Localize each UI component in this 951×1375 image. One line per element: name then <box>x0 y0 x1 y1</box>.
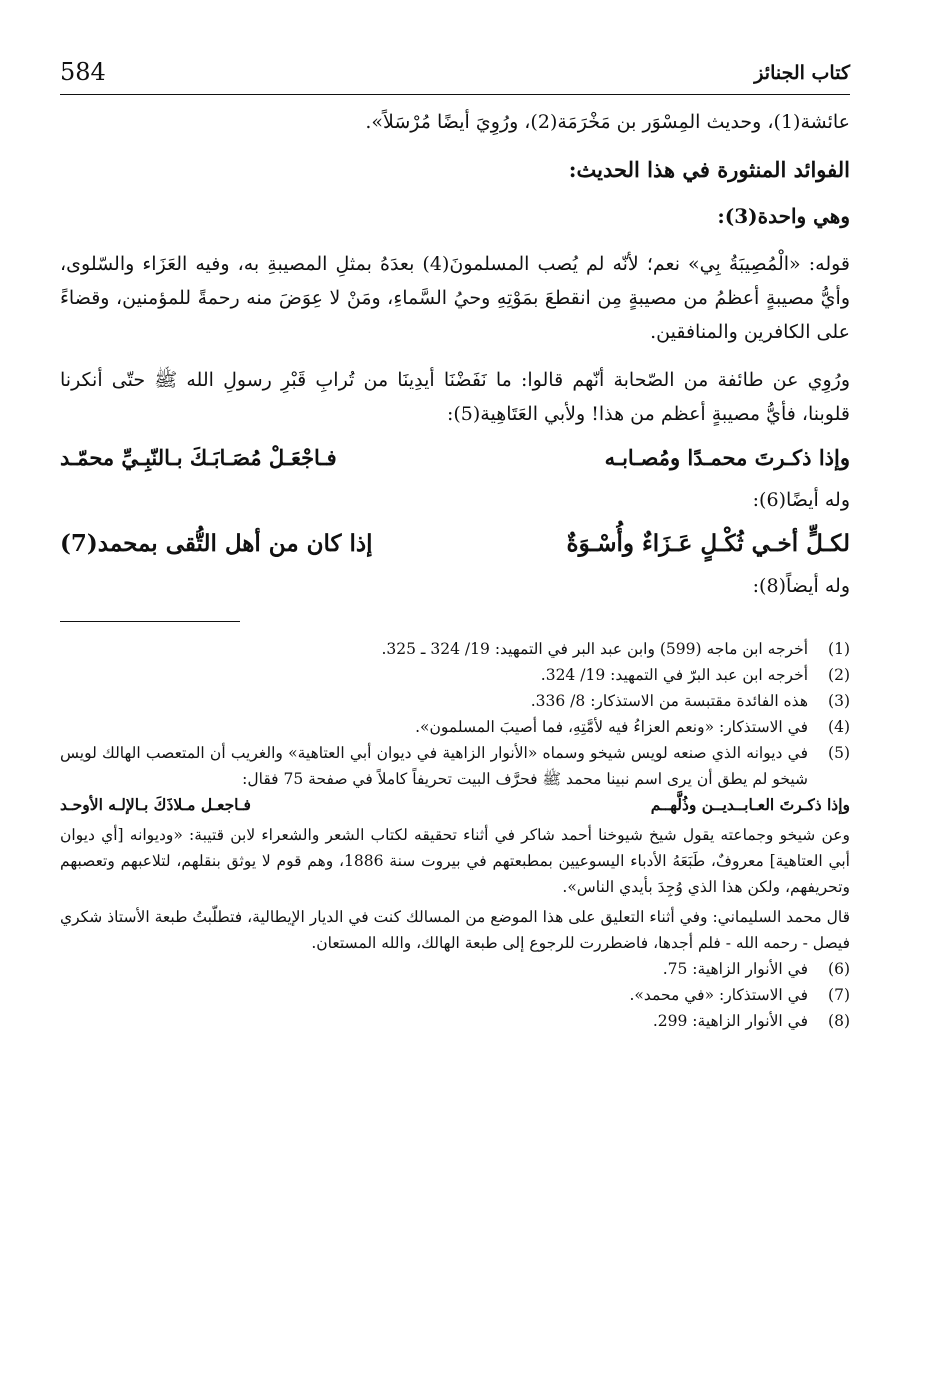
page-header <box>60 58 850 95</box>
footnote-text: أخرجه ابن عبد البرّ في التمهيد: 19/ 324. <box>540 666 808 684</box>
book-page <box>60 58 850 1034</box>
footnote-number: (2) <box>828 666 850 684</box>
verse-hemistich: إذا كان من أهل التُّقى بمحمد(7) <box>60 530 373 557</box>
section-subheading: وهي واحدة(3): <box>717 204 850 228</box>
section-heading: الفوائد المنثورة في هذا الحديث: <box>568 157 850 182</box>
verse-intro: وله أيضًا(6): <box>752 489 850 511</box>
footnote-number: (3) <box>828 692 850 710</box>
footnote-text: في الأنوار الزاهية: 75. <box>662 960 808 978</box>
footnote-continuation: قال محمد السليماني: وفي أثناء التعليق على هذا الموضع من المسالك كنت في الديار الإيطالية، فتطلّبتُ طبعة الأستاذ شكري فيصل - رحمه الله - فلم أجدها، فاضطررت للرجوع إلى طبعة الهالك، والله المستعان. <box>60 908 850 952</box>
footnote-text: هذه الفائدة مقتبسة من الاستذكار: 8/ 336. <box>530 692 808 710</box>
footnote-number: (6) <box>828 960 850 978</box>
verse-hemistich: لكـلٍّ أخـي ثُكْـلٍ عَـزَاءٌ وأُسْـوَةٌ <box>566 530 850 557</box>
poem-verse <box>60 441 850 475</box>
footnote <box>60 1008 850 1034</box>
footnote-text: في الأنوار الزاهية: 299. <box>652 1012 808 1030</box>
running-title: كتاب الجنائز <box>754 62 850 84</box>
verse-hemistich: فـاجعـل مـلاذَكَ بـالإلـه الأوحـد <box>60 795 251 814</box>
verse-hemistich: وإذا ذكـرتَ محمـدًا ومُصـابـه <box>604 445 850 470</box>
footnote-text: أخرجه ابن ماجه (599) وابن عبد البر في التمهيد: 19/ 324 ـ 325. <box>381 640 808 658</box>
footnote-number: (8) <box>828 1012 850 1030</box>
footnote-text: في ديوانه الذي صنعه لويس شيخو وسماه «الأنوار الزاهية في ديوان أبي العتاهية» والغريب أن المتعصب الهالك لويس شيخو لم يطق أن يرى اسم نبينا محمد ﷺ فحرَّف البيت تحريفاً كاملاً في صفحة 75 فقال: <box>60 744 808 788</box>
main-text <box>60 105 850 603</box>
poem-verse <box>60 527 850 561</box>
footnotes <box>60 636 850 1034</box>
paragraph: ورُوِي عن طائفة من الصّحابة أنّهم قالوا: ما نَفَضْنَا أيدِينَا من تُرابِ قَبْرِ رسولِ الله ﷺ حتّى أنكرنا قلوبنا، فأيُّ مصيبةٍ أعظم من هذا! ولأبي العَتَاهِية(5): <box>60 369 850 425</box>
verse-intro: وله أيضاً(8): <box>752 575 850 597</box>
footnote-text: في الاستذكار: «في محمد». <box>629 986 808 1004</box>
footnote-number: (1) <box>828 640 850 658</box>
verse-hemistich: فـاجْعَـلْ مُصَـابَـكَ بـالنّبِـيِّ محمّـد <box>60 445 337 470</box>
footnote-number: (7) <box>828 986 850 1004</box>
footnote <box>60 688 850 714</box>
verse-hemistich: وإذا ذكـرتَ العـابــديــن وذُلَّهــم <box>650 795 850 814</box>
page-number: 584 <box>60 58 106 86</box>
paragraph: عائشة(1)، وحديث المِسْوَر بن مَخْرَمَة(2)، ورُوِيَ أيضًا مُرْسَلاً». <box>365 111 850 133</box>
footnote-text: في الاستذكار: «ونعم العزاءُ فيه لأمَّتِهِ، فما أصيبَ المسلمون». <box>415 718 808 736</box>
footnote <box>60 662 850 688</box>
footnote <box>60 740 850 792</box>
footnote <box>60 636 850 662</box>
footnote <box>60 956 850 982</box>
footnote-number: (5) <box>828 744 850 762</box>
footnote <box>60 982 850 1008</box>
footnote-number: (4) <box>828 718 850 736</box>
footnote-separator <box>60 621 240 622</box>
footnote <box>60 714 850 740</box>
footnote-continuation: وعن شيخو وجماعته يقول شيخ شيوخنا أحمد شاكر في أثناء تحقيقه لكتاب الشعر والشعراء لابن قتيبة: «وديوانه [أي ديوان أبي العتاهية] معروفٌ، طَبَعَهُ الأدباء اليسوعيين بمطبعتهم في بيروت سنة 1886، وهم قوم لا يوثق بنقلهم، لتلاعبهم وتعصبهم وتحريفهم، ولكن هذا الذي وُجِدَ بأيدي الناس». <box>60 826 850 896</box>
paragraph: قوله: «الْمُصِيبَةُ بِي» نعم؛ لأنّه لم يُصب المسلمونَ(4) بعدَهُ بمثلِ المصيبةِ به، وفيه العَزَاء والسّلوى، وأيُّ مصيبةٍ أعظمُ من مصيبةٍ مِن انقطعَ بمَوْتِهِ وحيُ السَّماءِ، ومَنْ لا عِوَضَ منه رحمةً للمؤمنين، وقضاءً على الكافرين والمنافقين. <box>60 253 851 343</box>
footnote-verse <box>60 792 850 818</box>
